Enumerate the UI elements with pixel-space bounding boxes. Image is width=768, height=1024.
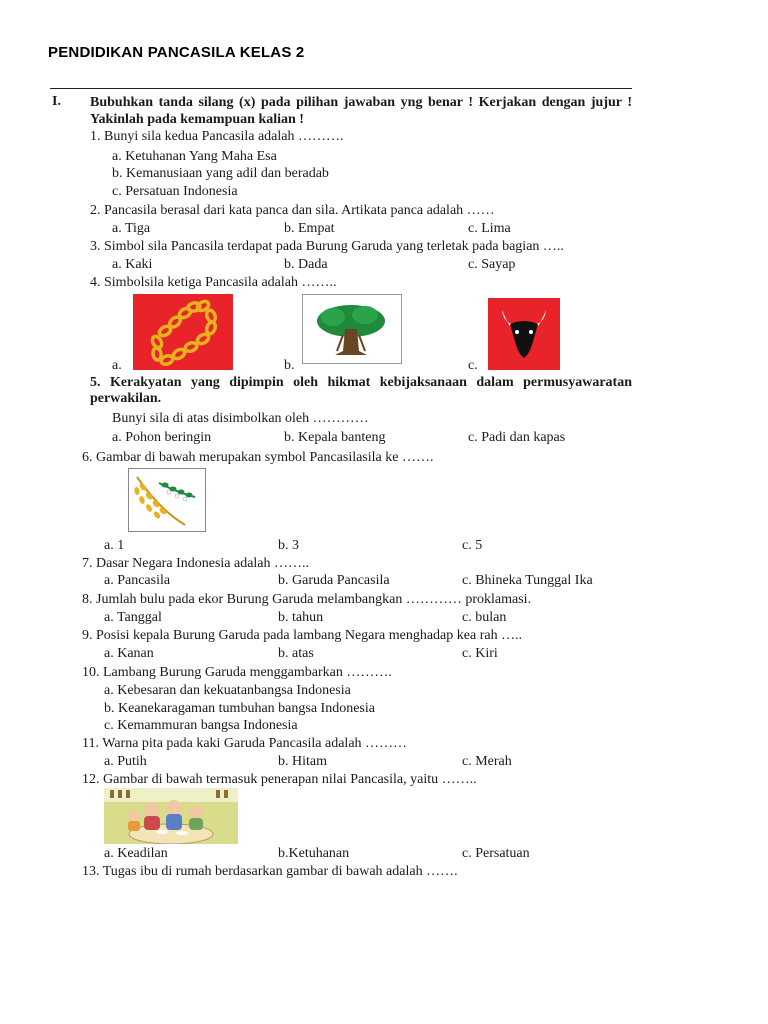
q5-option-a[interactable]: a. Pohon beringin <box>112 430 212 445</box>
q9-option-a[interactable]: a. Kanan <box>104 646 154 661</box>
q12-option-c[interactable]: c. Persatuan <box>462 846 530 861</box>
question-1: 1. Bunyi sila kedua Pancasila adalah ………. <box>90 129 344 144</box>
question-11: 11. Warna pita pada kaki Garuda Pancasila adalah ……… <box>82 736 408 751</box>
q11-option-c[interactable]: c. Merah <box>462 754 512 769</box>
family-meal-icon <box>104 788 238 844</box>
q10-option-b[interactable]: b. Keanekaragaman tumbuhan bangsa Indonesia <box>104 701 375 716</box>
q9-option-b[interactable]: b. atas <box>278 646 314 661</box>
q3-option-b[interactable]: b. Dada <box>284 257 328 272</box>
banyan-tree-icon <box>303 295 400 362</box>
page-title: PENDIDIKAN PANCASILA KELAS 2 <box>48 44 305 61</box>
q1-option-a[interactable]: a. Ketuhanan Yang Maha Esa <box>112 149 277 164</box>
q12-option-a[interactable]: a. Keadilan <box>104 846 168 861</box>
q4-option-c[interactable]: c. <box>468 358 478 373</box>
q5-subtext: Bunyi sila di atas disimbolkan oleh ………… <box>112 411 369 426</box>
q7-option-c[interactable]: c. Bhineka Tunggal Ika <box>462 573 593 588</box>
q8-option-a[interactable]: a. Tanggal <box>104 610 162 625</box>
q10-option-c[interactable]: c. Kemammuran bangsa Indonesia <box>104 718 298 733</box>
question-13: 13. Tugas ibu di rumah berdasarkan gambar di bawah adalah ……. <box>82 864 458 879</box>
section-instruction: Bubuhkan tanda silang (x) pada pilihan jawaban yng benar ! Kerjakan dengan jujur ! Yakinlah pada kemampuan kalian ! <box>90 95 632 127</box>
q3-option-c[interactable]: c. Sayap <box>468 257 516 272</box>
q7-option-b[interactable]: b. Garuda Pancasila <box>278 573 390 588</box>
question-5: 5. Kerakyatan yang dipimpin oleh hikmat kebijaksanaan dalam permusyawaratan perwakilan. <box>90 375 632 406</box>
q2-option-a[interactable]: a. Tiga <box>112 221 151 236</box>
q5-option-c[interactable]: c. Padi dan kapas <box>468 430 566 445</box>
q11-option-b[interactable]: b. Hitam <box>278 754 327 769</box>
rice-cotton-icon <box>129 469 204 530</box>
rice-cotton-image[interactable] <box>128 468 206 532</box>
q2-option-c[interactable]: c. Lima <box>468 221 511 236</box>
bull-head-icon <box>488 298 560 370</box>
question-4: 4. Simbolsila ketiga Pancasila adalah …….. <box>90 275 337 290</box>
question-2: 2. Pancasila berasal dari kata panca dan sila. Artikata panca adalah …… <box>90 203 495 218</box>
question-8: 8. Jumlah bulu pada ekor Burung Garuda melambangkan ………… proklamasi. <box>82 592 532 607</box>
chain-symbol-image[interactable] <box>133 294 233 370</box>
q2-option-b[interactable]: b. Empat <box>284 221 335 236</box>
question-7: 7. Dasar Negara Indonesia adalah …….. <box>82 556 310 571</box>
section-number: I. <box>52 94 61 109</box>
q8-option-b[interactable]: b. tahun <box>278 610 324 625</box>
family-meal-image[interactable] <box>104 788 238 844</box>
question-9: 9. Posisi kepala Burung Garuda pada lambang Negara menghadap kea rah ….. <box>82 628 523 643</box>
chain-icon <box>133 294 233 370</box>
q6-option-a[interactable]: a. 1 <box>104 538 125 553</box>
title-divider <box>50 88 632 89</box>
bull-head-image[interactable] <box>488 298 560 370</box>
q4-option-a[interactable]: a. <box>112 358 122 373</box>
q8-option-c[interactable]: c. bulan <box>462 610 507 625</box>
q6-option-c[interactable]: c. 5 <box>462 538 483 553</box>
banyan-tree-image[interactable] <box>302 294 402 364</box>
q4-option-b[interactable]: b. <box>284 358 295 373</box>
q7-option-a[interactable]: a. Pancasila <box>104 573 171 588</box>
q1-option-c[interactable]: c. Persatuan Indonesia <box>112 184 238 199</box>
q10-option-a[interactable]: a. Kebesaran dan kekuatanbangsa Indonesia <box>104 683 351 698</box>
question-3: 3. Simbol sila Pancasila terdapat pada Burung Garuda yang terletak pada bagian ….. <box>90 239 564 254</box>
q6-option-b[interactable]: b. 3 <box>278 538 299 553</box>
q12-option-b[interactable]: b.Ketuhanan <box>278 846 350 861</box>
q11-option-a[interactable]: a. Putih <box>104 754 147 769</box>
question-12: 12. Gambar di bawah termasuk penerapan nilai Pancasila, yaitu …….. <box>82 772 477 787</box>
q9-option-c[interactable]: c. Kiri <box>462 646 498 661</box>
question-6: 6. Gambar di bawah merupakan symbol Pancasilasila ke ……. <box>82 450 434 465</box>
q3-option-a[interactable]: a. Kaki <box>112 257 153 272</box>
q1-option-b[interactable]: b. Kemanusiaan yang adil dan beradab <box>112 166 329 181</box>
q5-option-b[interactable]: b. Kepala banteng <box>284 430 386 445</box>
question-10: 10. Lambang Burung Garuda menggambarkan ………. <box>82 665 392 680</box>
